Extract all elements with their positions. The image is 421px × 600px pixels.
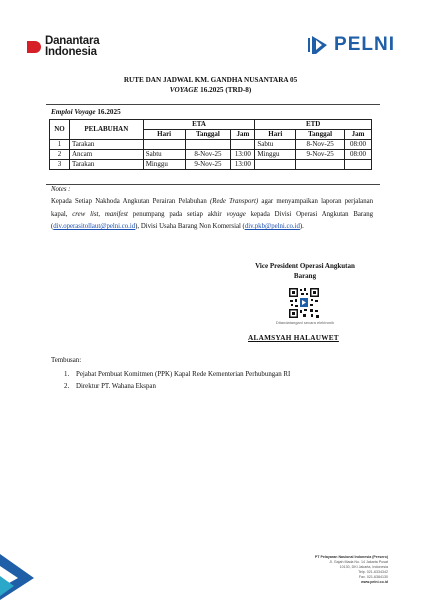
notes-italic-2: crew list, manifest [72, 210, 128, 218]
section-divider-top [46, 104, 380, 105]
list-item-text: Direktur PT. Wahana Ekspan [76, 383, 156, 390]
header-eta-day: Hari [143, 130, 185, 140]
cell-etd-day: Sabtu [255, 140, 296, 150]
cell-port: Ancam [69, 150, 143, 160]
table-row [50, 160, 372, 170]
emploi-voyage-italic: Emploi Voyage [51, 108, 96, 116]
notes-text-6: ). [299, 223, 304, 230]
cell-eta-day: Sabtu [143, 150, 185, 160]
notes-text-4: kepada Divisi Operasi Angkutan Barang ( [51, 210, 374, 230]
cell-etd-date: 9-Nov-25 [296, 150, 345, 160]
section-divider-bottom [46, 184, 380, 185]
footer-address-1: Jl. Gajah Mada No. 14 Jakarta Pusat [329, 560, 388, 564]
signer-position-line2: Barang [293, 272, 317, 280]
cell-etd-time: 08:00 [345, 150, 372, 160]
pelni-logo [308, 34, 395, 56]
table-header-row [50, 120, 372, 130]
footer-address-2: 10130, DKI Jakarta, Indonesia [339, 565, 388, 569]
list-item-number: 1. [64, 371, 70, 378]
cell-port: Tarakan [69, 160, 143, 170]
footer-phone: Telp. 021-6334342 [358, 570, 388, 574]
list-item [64, 381, 290, 393]
header-port: PELABUHAN [69, 120, 143, 140]
notes-text-2: agar menyampaikan laporan perjalanan kapal, [51, 198, 374, 218]
voyage-label: VOYAGE [169, 86, 199, 94]
cell-eta-date: 8-Nov-25 [185, 150, 231, 160]
voyage-number: 16.2025 (TRD-8) [198, 86, 252, 94]
cell-no: 3 [50, 160, 70, 170]
cell-no: 1 [50, 140, 70, 150]
email-link-operasi[interactable]: div.operasitollaut@pelni.co.id [53, 223, 136, 230]
cell-eta-time: 13:00 [231, 160, 255, 170]
danantara-logo-text [45, 36, 99, 58]
cell-eta-time: 13:00 [231, 150, 255, 160]
cc-list [64, 369, 290, 393]
header-eta-date: Tanggal [185, 130, 231, 140]
header-etd-date: Tanggal [296, 130, 345, 140]
cell-eta-date: 9-Nov-25 [185, 160, 231, 170]
pelni-logo-icon [308, 34, 330, 56]
header-eta-time: Jam [231, 130, 255, 140]
cell-etd-date [296, 160, 345, 170]
table-row [50, 150, 372, 160]
page-number-badge: 2 [30, 576, 39, 593]
notes-text-5: ), Divisi Usaha Barang Non Komersial ( [135, 223, 245, 230]
pelni-logo-text: PELNI [334, 34, 395, 55]
danantara-logo [27, 36, 99, 58]
notes-italic-3: voyage [226, 210, 246, 218]
notes-text-3: penumpang pada setiap akhir [127, 210, 227, 218]
header-etd-time: Jam [345, 130, 372, 140]
voyage-title [0, 86, 421, 94]
list-item-number: 2. [64, 383, 70, 390]
table-row [50, 140, 372, 150]
cell-eta-date [185, 140, 231, 150]
header-etd-day: Hari [255, 130, 296, 140]
cell-etd-time: 08:00 [345, 140, 372, 150]
cell-eta-time [231, 140, 255, 150]
cell-etd-time [345, 160, 372, 170]
company-footer [268, 555, 388, 585]
emploi-voyage-number: 16.2025 [95, 108, 121, 116]
cell-eta-day: Minggu [143, 160, 185, 170]
footer-website: www.pelni.co.id [360, 580, 388, 584]
signer-name: ALAMSYAH HALAUWET [248, 334, 339, 342]
notes-italic-1: (Rede Transport) [210, 198, 259, 205]
cell-eta-day [143, 140, 185, 150]
list-item-text: Pejabat Pembuat Komitmen (PPK) Kapal Rede Kementerian Perhubungan RI [76, 371, 291, 378]
notes-text-1: Kepada Setiap Nakhoda Angkutan Perairan Pelabuhan [51, 198, 211, 205]
notes-paragraph [51, 196, 373, 234]
cell-etd-day [255, 160, 296, 170]
cell-no: 2 [50, 150, 70, 160]
cell-etd-day: Minggu [255, 150, 296, 160]
cell-port: Tarakan [69, 140, 143, 150]
header-etd: ETD [255, 120, 372, 130]
footer-fax: Fax. 021-6384130 [358, 575, 388, 579]
header-no: NO [50, 120, 70, 140]
signer-position-line1: Vice President Operasi Angkutan [255, 262, 355, 270]
cc-label: Tembusan: [51, 357, 82, 364]
cell-etd-date: 8-Nov-25 [296, 140, 345, 150]
document-title: RUTE DAN JADWAL KM. GANDHA NUSANTARA 05 [123, 76, 298, 84]
email-link-pkb[interactable]: div.pkb@pelni.co.id [244, 223, 300, 230]
qr-code-icon [288, 287, 320, 319]
list-item [64, 369, 290, 381]
emploi-voyage-label [51, 108, 121, 116]
schedule-table [49, 119, 372, 170]
notes-label: Notes : [51, 186, 71, 193]
danantara-logo-line1: Danantara [45, 35, 100, 47]
danantara-logo-icon [27, 39, 41, 55]
qr-caption: Ditandatangani secara elektronik [275, 320, 335, 325]
footer-company: PT Pelayaran Nasional Indonesia (Persero) [314, 555, 388, 559]
danantara-logo-line2: Indonesia [45, 46, 97, 58]
header-eta: ETA [143, 120, 255, 130]
